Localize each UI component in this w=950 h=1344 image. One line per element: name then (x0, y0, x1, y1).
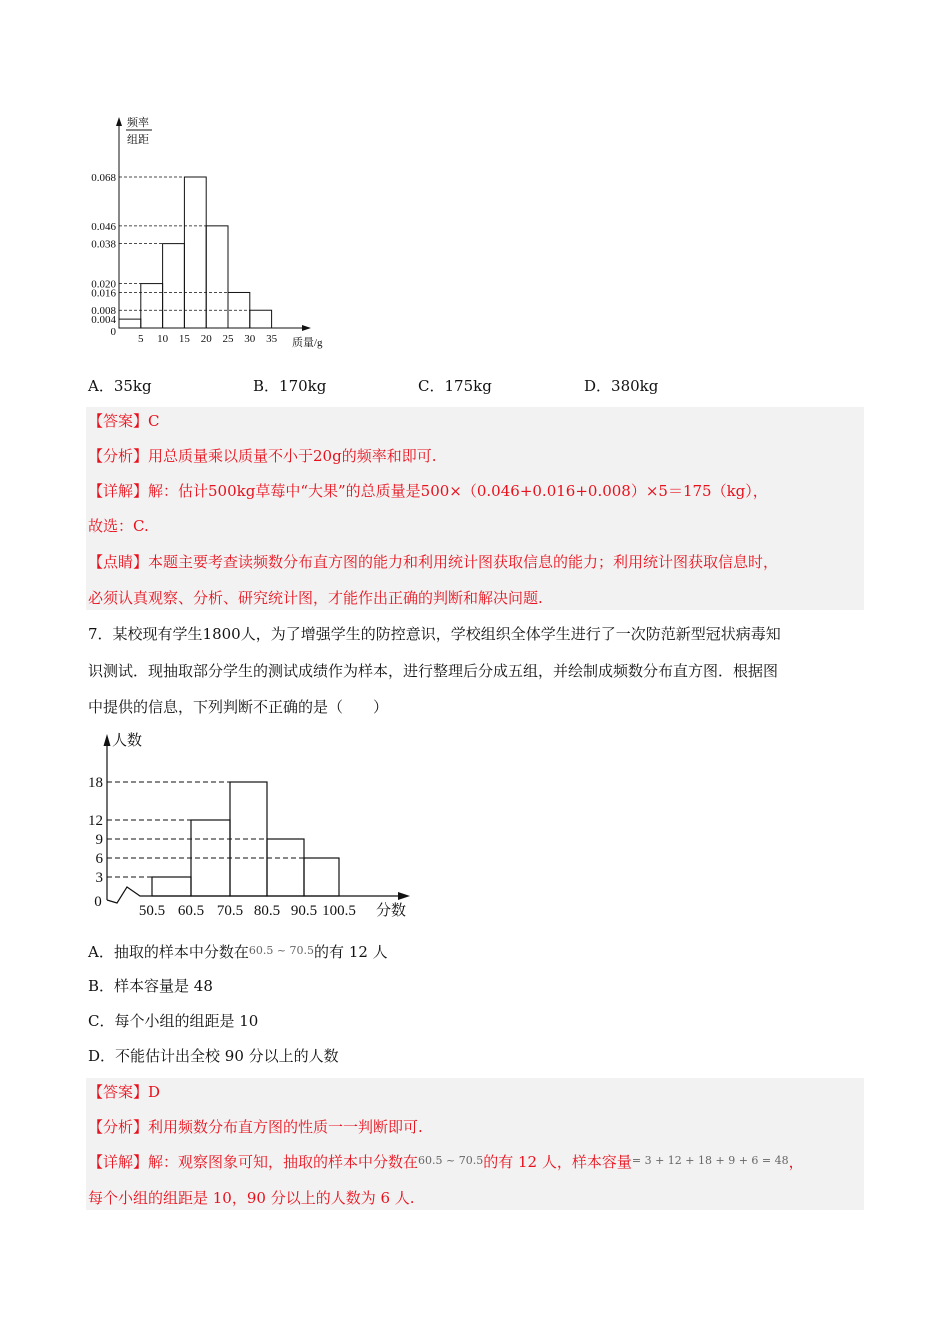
option-a: A．35kg (88, 377, 152, 395)
histogram-bar (267, 839, 304, 896)
answer-tag: 【答案】 (88, 1083, 149, 1101)
x-tick-label: 10 (157, 333, 169, 345)
analysis-text: 用总质量乘以质量不小于20g的频率和即可. (148, 447, 437, 465)
y-label-denominator: 组距 (127, 134, 149, 146)
x-tick-label: 5 (138, 333, 144, 345)
y-tick-label: 0.016 (91, 287, 116, 300)
y-tick-label: 18 (88, 775, 103, 791)
x-axis-with-break (107, 887, 400, 903)
x-tick-label: 100.5 (322, 903, 356, 919)
y-tick-label: 0.020 (91, 278, 116, 291)
option-a-formula: 60.5 ~ 70.5 (248, 944, 315, 957)
y-tick-label: 12 (88, 813, 103, 829)
q7-option-c: C．每个小组的组距是 10 (88, 1012, 259, 1030)
q7-stem-3: 中提供的信息，下列判断不正确的是（ ） (88, 698, 389, 716)
q7-option-a (88, 941, 388, 962)
x-tick-label: 35 (266, 333, 278, 345)
q7-stem-2: 识测试．现抽取部分学生的测试成绩作为样本，进行整理后分成五组，并绘制成频数分布直方图．根据图 (88, 662, 779, 680)
q7-analysis (88, 1117, 423, 1137)
option-a-tail: 的有 12 人 (314, 943, 388, 961)
x-tick-label: 20 (200, 333, 212, 345)
detail-formula-range: 60.5 ~ 70.5 (418, 1154, 484, 1167)
x-axis-arrow (398, 892, 410, 900)
detail-formula-sum: = 3 + 12 + 18 + 9 + 6 = 48 (631, 1154, 789, 1167)
q7-option-d: D．不能估计出全校 90 分以上的人数 (88, 1047, 339, 1065)
x-axis-label: 质量/g (292, 337, 323, 349)
analysis-tag: 【分析】 (88, 1118, 149, 1136)
x-axis-label: 分数 (376, 903, 407, 919)
x-tick-label: 80.5 (253, 903, 281, 919)
y-axis-label: 人数 (112, 733, 143, 749)
detail-text-tail: ， (788, 1153, 804, 1171)
q6-comment-2: 必须认真观察、分析、研究统计图，才能作出正确的判断和解决问题. (88, 589, 543, 607)
x-tick-label: 60.5 (177, 903, 205, 919)
comment-text: 本题主要考查读频数分布直方图的能力和利用统计图获取信息的能力；利用统计图获取信息时， (148, 553, 779, 571)
q7-detail-2: 每个小组的组距是 10，90 分以上的人数为 6 人. (88, 1189, 415, 1207)
q7-stem-1: 7．某校现有学生1800人，为了增强学生的防控意识，学校组织全体学生进行了一次防范新型冠状病毒知 (88, 625, 781, 643)
option-a-text: A．抽取的样本中分数在 (88, 943, 249, 961)
y-tick-label: 0.004 (91, 314, 116, 327)
y-tick-label: 3 (95, 870, 103, 886)
y-axis-arrow (104, 734, 111, 746)
y-tick-label: 9 (95, 832, 103, 848)
detail-tag: 【详解】 (88, 482, 149, 500)
y-tick-label: 0.008 (91, 305, 116, 318)
detail-tag: 【详解】 (88, 1153, 149, 1171)
x-tick-label: 50.5 (138, 903, 166, 919)
x-tick-label: 15 (178, 333, 190, 345)
detail-text: 解：估计500kg草莓中“大果”的总质量是500×（0.046+0.016+0.008）×5＝175（kg）， (148, 482, 768, 500)
answer-value: D (148, 1083, 161, 1101)
x-tick-label: 70.5 (216, 903, 244, 919)
detail-text: 解：观察图象可知，抽取的样本中分数在 (148, 1153, 419, 1171)
option-d: D．380kg (584, 377, 659, 395)
origin-label: 0 (94, 894, 102, 910)
y-label-numerator: 频率 (127, 117, 149, 129)
histogram-bar (152, 877, 191, 896)
comment-tag: 【点睛】 (88, 553, 149, 571)
answer-tag: 【答案】 (88, 412, 149, 430)
y-tick-label: 0.038 (91, 238, 116, 251)
y-tick-label: 6 (95, 851, 103, 867)
x-tick-label: 30 (244, 333, 256, 345)
q7-detail (88, 1151, 804, 1172)
option-c: C．175kg (418, 377, 492, 395)
q7-answer (88, 1082, 160, 1102)
detail-text-mid: 的有 12 人，样本容量 (483, 1153, 632, 1171)
analysis-text: 利用频数分布直方图的性质一一判断即可. (148, 1118, 423, 1136)
q6-detail-2: 故选：C. (88, 517, 149, 535)
q7-option-b: B．样本容量是 48 (88, 977, 213, 995)
origin-label: 0 (110, 326, 116, 338)
answer-value: C (148, 412, 160, 430)
x-tick-label: 90.5 (290, 903, 318, 919)
histogram-bar (304, 858, 339, 896)
y-tick-label: 0.068 (91, 172, 116, 184)
x-tick-label: 25 (222, 333, 234, 345)
option-b: B．170kg (253, 377, 327, 395)
y-tick-label: 0.046 (91, 220, 116, 233)
analysis-tag: 【分析】 (88, 447, 149, 465)
